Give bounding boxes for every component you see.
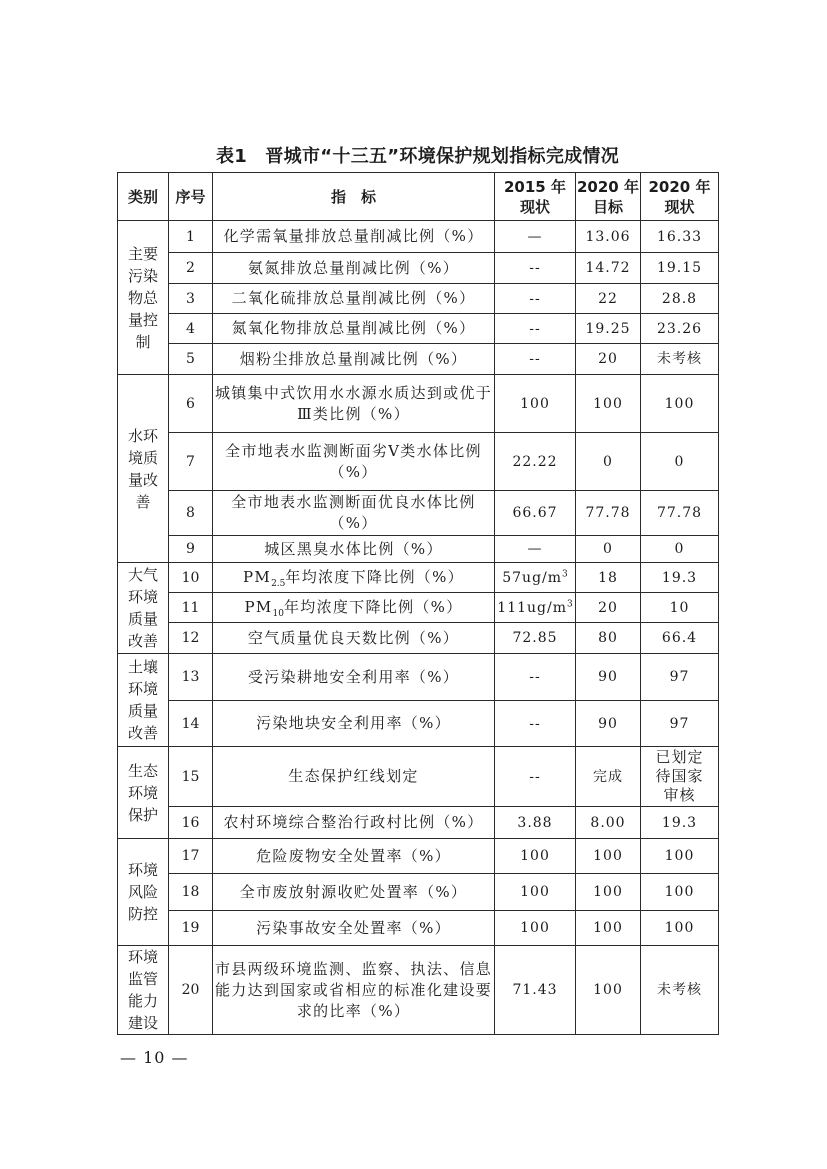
header-category: 类别 <box>118 173 169 221</box>
value-2015: — <box>495 221 576 253</box>
value-2015: 100 <box>495 839 576 874</box>
row-number: 5 <box>169 344 213 375</box>
category-label: 主要污染物总量控制 <box>127 244 158 351</box>
category-cell <box>118 221 169 375</box>
actual-2020: 16.33 <box>641 221 719 253</box>
indicator-cell: 市县两级环境监测、监察、执法、信息能力达到国家或省相应的标准化建设要求的比率（%） <box>213 946 495 1035</box>
header-2020-actual: 2020 年 现状 <box>641 173 719 221</box>
indicator-cell: 化学需氧量排放总量削减比例（%） <box>213 221 495 253</box>
row-number: 4 <box>169 314 213 344</box>
actual-2020: 19.3 <box>641 807 719 839</box>
table-row <box>118 839 719 874</box>
table-row <box>118 375 719 433</box>
table-row <box>118 701 719 747</box>
table-row <box>118 536 719 563</box>
target-2020: 0 <box>576 536 641 563</box>
table-row <box>118 807 719 839</box>
table-row <box>118 874 719 911</box>
table-row <box>118 344 719 375</box>
table-row <box>118 491 719 536</box>
value-2015: -- <box>495 284 576 314</box>
value-2015: 100 <box>495 911 576 946</box>
target-2020: 100 <box>576 375 641 433</box>
row-number: 14 <box>169 701 213 747</box>
actual-2020: 97 <box>641 701 719 747</box>
header-row <box>118 173 719 221</box>
row-number: 8 <box>169 491 213 536</box>
category-label: 环境监管能力建设 <box>127 948 158 1032</box>
indicator-cell: 生态保护红线划定 <box>213 747 495 807</box>
table-header <box>118 173 719 221</box>
indicator-cell: 氮氧化物排放总量削减比例（%） <box>213 314 495 344</box>
header-number: 序号 <box>169 173 213 221</box>
indicator-cell: 污染地块安全利用率（%） <box>213 701 495 747</box>
row-number: 11 <box>169 593 213 623</box>
indicator-cell: 污染事故安全处置率（%） <box>213 911 495 946</box>
category-cell <box>118 563 169 654</box>
indicator-cell: 氨氮排放总量削减比例（%） <box>213 253 495 284</box>
status-text: 已划定待国家审核 <box>655 747 704 804</box>
category-cell <box>118 654 169 747</box>
row-number: 1 <box>169 221 213 253</box>
target-2020: 20 <box>576 593 641 623</box>
actual-2020: 19.15 <box>641 253 719 284</box>
indicator-cell: 农村环境综合整治行政村比例（%） <box>213 807 495 839</box>
target-2020: 13.06 <box>576 221 641 253</box>
table-row <box>118 911 719 946</box>
actual-2020: 100 <box>641 911 719 946</box>
indicator-cell: 危险废物安全处置率（%） <box>213 839 495 874</box>
table-row <box>118 433 719 491</box>
actual-2020: 100 <box>641 375 719 433</box>
target-2020: 0 <box>576 433 641 491</box>
target-2020: 90 <box>576 701 641 747</box>
category-cell <box>118 375 169 563</box>
indicator-text: 年均浓度下降比例（%） <box>285 568 464 586</box>
value-2015: 22.22 <box>495 433 576 491</box>
pm-label: PM <box>244 598 273 616</box>
actual-2020: 66.4 <box>641 623 719 654</box>
table-row <box>118 221 719 253</box>
unit-superscript: 3 <box>566 598 573 609</box>
row-number: 6 <box>169 375 213 433</box>
target-2020: 完成 <box>576 747 641 807</box>
pm-label: PM <box>243 568 272 586</box>
category-cell <box>118 946 169 1035</box>
indicator-cell <box>213 593 495 623</box>
actual-2020: 10 <box>641 593 719 623</box>
table-row <box>118 253 719 284</box>
target-2020: 8.00 <box>576 807 641 839</box>
indicator-text: 年均浓度下降比例（%） <box>283 598 463 616</box>
pm-subscript: 10 <box>272 609 284 619</box>
row-number: 7 <box>169 433 213 491</box>
target-2020: 14.72 <box>576 253 641 284</box>
indicator-cell: 城区黑臭水体比例（%） <box>213 536 495 563</box>
table-row <box>118 314 719 344</box>
target-2020: 22 <box>576 284 641 314</box>
unit-superscript: 3 <box>562 568 568 579</box>
category-label: 水环境质量改善 <box>127 426 158 511</box>
category-cell <box>118 839 169 946</box>
indicator-table <box>117 172 719 1035</box>
indicator-cell: 全市废放射源收贮处置率（%） <box>213 874 495 911</box>
row-number: 18 <box>169 874 213 911</box>
row-number: 13 <box>169 654 213 701</box>
target-2020: 18 <box>576 563 641 593</box>
page-number: — 10 — <box>120 1048 189 1067</box>
value-text: 111ug/m <box>497 599 567 616</box>
table-row <box>118 623 719 654</box>
table-row <box>118 593 719 623</box>
table-row <box>118 563 719 593</box>
row-number: 20 <box>169 946 213 1035</box>
value-2015: -- <box>495 654 576 701</box>
target-2020: 80 <box>576 623 641 654</box>
actual-2020: 23.26 <box>641 314 719 344</box>
indicator-cell: 受污染耕地安全利用率（%） <box>213 654 495 701</box>
value-2015: 100 <box>495 375 576 433</box>
table-body <box>118 221 719 1035</box>
actual-2020: 28.8 <box>641 284 719 314</box>
table-row <box>118 284 719 314</box>
row-number: 10 <box>169 563 213 593</box>
actual-2020: 未考核 <box>641 344 719 375</box>
value-2015: -- <box>495 344 576 375</box>
indicator-cell: 烟粉尘排放总量削减比例（%） <box>213 344 495 375</box>
row-number: 9 <box>169 536 213 563</box>
pm-subscript: 2.5 <box>271 579 286 589</box>
value-2015: -- <box>495 253 576 284</box>
row-number: 3 <box>169 284 213 314</box>
actual-2020: 100 <box>641 874 719 911</box>
target-2020: 77.78 <box>576 491 641 536</box>
indicator-cell: 空气质量优良天数比例（%） <box>213 623 495 654</box>
header-2020-target: 2020 年 目标 <box>576 173 641 221</box>
row-number: 16 <box>169 807 213 839</box>
actual-2020 <box>641 747 719 807</box>
value-2015: -- <box>495 701 576 747</box>
table-row <box>118 747 719 807</box>
indicator-cell: 全市地表水监测断面劣Ⅴ类水体比例（%） <box>213 433 495 491</box>
value-text: 57ug/m <box>502 569 563 586</box>
value-2015: — <box>495 536 576 563</box>
row-number: 17 <box>169 839 213 874</box>
table-row <box>118 654 719 701</box>
indicator-cell: 二氧化硫排放总量削减比例（%） <box>213 284 495 314</box>
actual-2020: 100 <box>641 839 719 874</box>
actual-2020: 0 <box>641 433 719 491</box>
target-2020: 90 <box>576 654 641 701</box>
target-2020: 19.25 <box>576 314 641 344</box>
target-2020: 100 <box>576 874 641 911</box>
actual-2020: 77.78 <box>641 491 719 536</box>
value-2015: 100 <box>495 874 576 911</box>
target-2020: 100 <box>576 911 641 946</box>
value-2015: -- <box>495 747 576 807</box>
actual-2020: 97 <box>641 654 719 701</box>
row-number: 2 <box>169 253 213 284</box>
actual-2020: 19.3 <box>641 563 719 593</box>
row-number: 19 <box>169 911 213 946</box>
row-number: 12 <box>169 623 213 654</box>
category-label: 土壤环境质量改善 <box>127 658 158 742</box>
value-2015: 3.88 <box>495 807 576 839</box>
value-2015 <box>495 593 576 623</box>
category-cell <box>118 747 169 839</box>
header-indicator: 指 标 <box>213 173 495 221</box>
value-2015 <box>495 563 576 593</box>
target-2020: 100 <box>576 839 641 874</box>
category-label: 环境风险防控 <box>127 861 158 923</box>
table-row <box>118 946 719 1035</box>
indicator-cell: 全市地表水监测断面优良水体比例（%） <box>213 491 495 536</box>
target-2020: 20 <box>576 344 641 375</box>
row-number: 15 <box>169 747 213 807</box>
value-2015: 71.43 <box>495 946 576 1035</box>
target-2020: 100 <box>576 946 641 1035</box>
value-2015: -- <box>495 314 576 344</box>
category-label: 大气环境质量改善 <box>127 566 158 650</box>
actual-2020: 未考核 <box>641 946 719 1035</box>
header-2015-actual: 2015 年 现状 <box>495 173 576 221</box>
actual-2020: 0 <box>641 536 719 563</box>
indicator-cell: 城镇集中式饮用水水源水质达到或优于Ⅲ类比例（%） <box>213 375 495 433</box>
indicator-cell <box>213 563 495 593</box>
category-label: 生态环境保护 <box>127 761 158 824</box>
table-title: 表1 晋城市“十三五”环境保护规划指标完成情况 <box>215 146 620 167</box>
value-2015: 66.67 <box>495 491 576 536</box>
value-2015: 72.85 <box>495 623 576 654</box>
